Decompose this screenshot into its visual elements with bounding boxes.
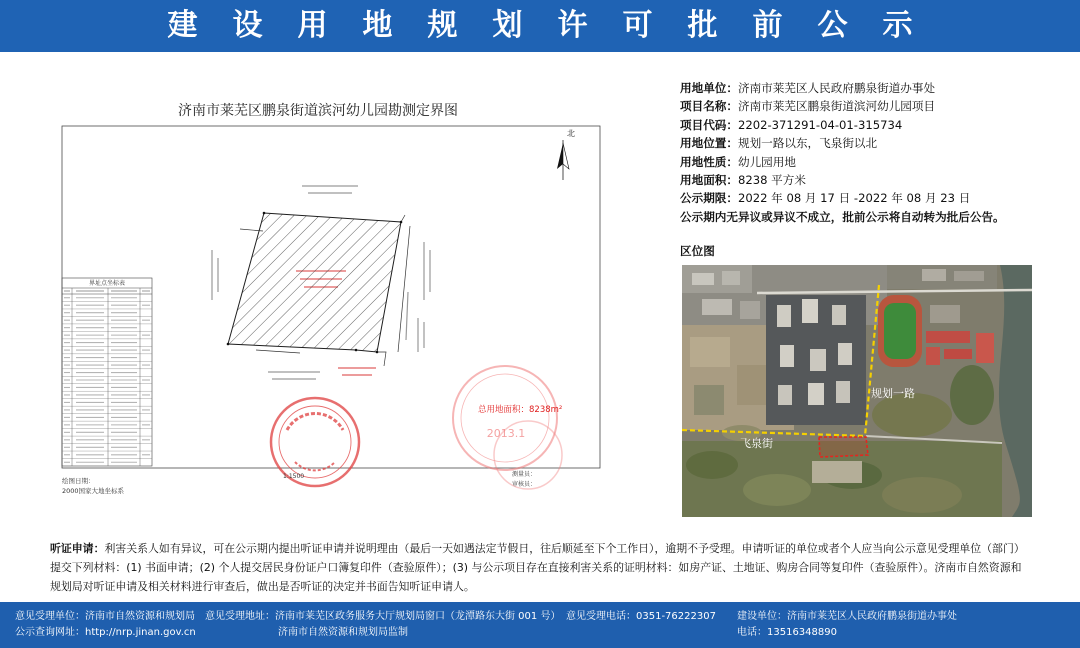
- opinion-address-label: 意见受理地址：: [205, 611, 275, 622]
- surveyor-label: 测量员：: [512, 471, 537, 478]
- map-scale: 1:1500: [283, 473, 305, 480]
- title-banner: [0, 0, 1080, 52]
- opinion-phone-label: 意见受理电话：: [566, 611, 636, 622]
- builder-unit-label: 建设单位：: [737, 611, 787, 622]
- opinion-unit-label: 意见受理单位：: [15, 611, 85, 622]
- info-row-project-name: [680, 97, 1075, 115]
- hearing-label: 听证申请：: [50, 542, 105, 555]
- info-row-notice-period: [680, 189, 1075, 207]
- parcel-outline: [819, 437, 868, 457]
- table-border: [62, 278, 152, 466]
- opinion-unit-value: 济南市自然资源和规划局: [85, 611, 195, 622]
- builder-unit-value: 济南市莱芜区人民政府鹏泉街道办事处: [787, 611, 957, 622]
- info-value: 规划一路以东，飞泉街以北: [737, 136, 878, 151]
- info-label: 项目名称：: [680, 99, 738, 114]
- page-title: 建设用地规划许可批前公示: [167, 8, 948, 43]
- info-value: 2022 年 08 月 17 日 -2022 年 08 月 23 日: [737, 191, 971, 206]
- hearing-line-2: 提交下列材料：(1) 书面申请；(2) 个人提交居民身份证户口簿复印件（查验原件）；(3) 与公示项目存在直接利害关系的证明材料：如房产证、土地证、购房合同等复印件（查验原件）。济南市自然资源和: [50, 561, 1022, 574]
- notice-statement: 公示期内无异议或异议不成立，批前公示将自动转为批后公告。: [680, 209, 1005, 224]
- info-label: 用地位置：: [680, 136, 738, 151]
- opinion-address-value: 济南市莱芜区政务服务大厅规划局窗口（龙潭路东大街 001 号）: [275, 611, 561, 622]
- survey-map-title: 济南市莱芜区鹏泉街道滨河幼儿园勘测定界图: [178, 103, 458, 119]
- hearing-text: 利害关系人如有异议，可在公示期内提出听证申请并说明理由（最后一天如遇法定节假日，往后顺延至下个工作日），逾期不予受理。申请听证的单位或者个人应当向公示意见受理单位（部门）: [104, 542, 1025, 555]
- info-label: 用地单位：: [680, 81, 738, 95]
- location-satellite-map: [682, 265, 1032, 517]
- info-row-land-unit: [680, 79, 1075, 97]
- north-label: 北: [567, 129, 575, 138]
- info-label: 项目代码：: [680, 117, 738, 132]
- project-info: [680, 79, 1075, 226]
- opinion-phone: [566, 610, 716, 624]
- info-row-land-area: [680, 171, 1075, 189]
- feiquan-street-label: 飞泉街: [740, 437, 773, 450]
- hearing-application: [50, 539, 1050, 596]
- info-row-land-location: [680, 134, 1075, 152]
- info-label: 用地性质：: [680, 154, 738, 169]
- hearing-line-1: [50, 539, 1050, 558]
- builder-unit: [737, 610, 957, 624]
- seal-stamp-right: [453, 366, 557, 470]
- land-parcel: [228, 213, 401, 352]
- builder-phone-value: 13516348890: [767, 627, 837, 638]
- survey-map: [0, 60, 660, 540]
- builder-phone-label: 电话：: [737, 627, 767, 638]
- info-value: 2202-371291-04-01-315734: [737, 117, 903, 132]
- opinion-unit: [15, 610, 195, 624]
- supervisor-note: 济南市自然资源和规划局监制: [278, 627, 408, 638]
- seal-stamp-date: 2013.1: [486, 427, 526, 440]
- info-value: 8238 平方米: [737, 173, 806, 188]
- seal-stamp-lower: [494, 421, 562, 489]
- reviewer-label: 审核员：: [512, 481, 537, 488]
- hearing-line-3: 规划局对听证申请及相关材料进行审查后，做出是否听证的决定并书面告知听证申请人。: [50, 580, 475, 593]
- contact-footer: [0, 602, 1080, 648]
- drawing-date-label: 绘图日期：: [62, 477, 95, 485]
- query-website-url: http://nrp.jinan.gov.cn: [85, 627, 196, 638]
- info-label: 公示期限：: [680, 191, 738, 206]
- planned-road-label: 规划一路: [871, 387, 915, 400]
- opinion-address: [205, 610, 560, 624]
- info-row-project-code: [680, 116, 1075, 134]
- coordinate-system-label: 2000国家大地坐标系: [62, 487, 125, 495]
- total-area-label: 总用地面积：8238m²: [478, 405, 563, 415]
- builder-phone: [737, 626, 837, 640]
- info-value: 幼儿园用地: [737, 154, 796, 169]
- coordinate-table: [62, 278, 152, 466]
- info-label: 用地面积：: [680, 173, 738, 188]
- info-row-land-use: [680, 153, 1075, 171]
- info-value: 济南市莱芜区鹏泉街道滨河幼儿园项目: [737, 99, 936, 114]
- query-website-label: 公示查询网址：: [15, 627, 85, 638]
- location-map-title: 区位图: [680, 244, 715, 258]
- info-value: 济南市莱芜区人民政府鹏泉街道办事处: [737, 81, 936, 95]
- coordinate-table-title: 界址点坐标表: [88, 280, 126, 287]
- sports-field: [878, 295, 922, 367]
- tower-cluster: [766, 295, 866, 425]
- query-website: [15, 626, 196, 640]
- north-arrow-icon: [557, 140, 569, 180]
- opinion-phone-value: 0351-76222307: [636, 611, 716, 622]
